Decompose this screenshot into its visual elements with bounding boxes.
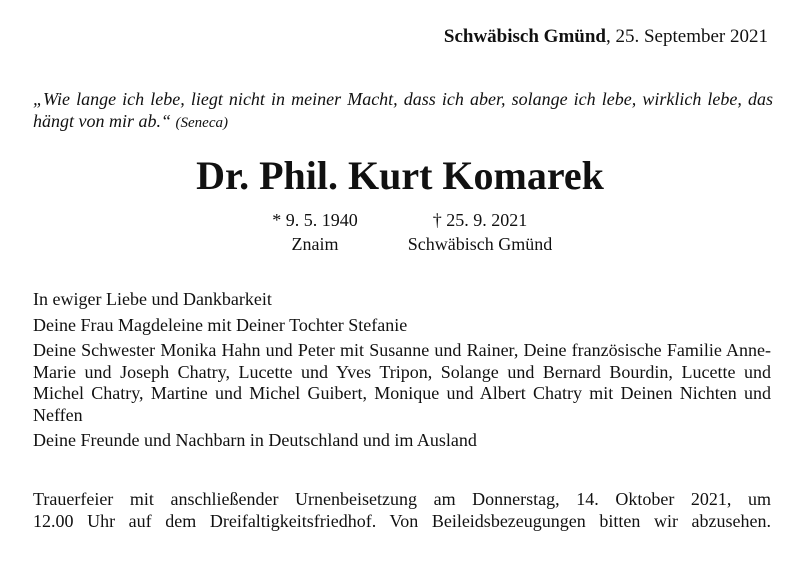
place-name: Schwäbisch Gmünd <box>443 26 606 47</box>
death-place: Schwäbisch Gmünd <box>407 234 553 254</box>
quote-text: „Wie lange ich lebe, liegt nicht in meiner Macht, dass ich aber, solange ich lebe, wirklich lebe, das hängt von mir ab.“ <box>33 89 773 131</box>
mourner-wife-daughter: Deine Frau Magdeleine mit Deiner Tochter Stefanie <box>33 314 408 335</box>
quote-author: (Seneca) <box>175 115 228 131</box>
mourners-section <box>33 289 771 456</box>
death-info <box>390 208 570 256</box>
funeral-announcement <box>33 489 771 532</box>
memorial-quote <box>33 88 773 134</box>
birth-date: * 9. 5. 1940 <box>272 210 358 230</box>
mourner-friends: Deine Freunde und Nachbarn in Deutschland und im Ausland <box>33 430 477 450</box>
mourner-family: Deine Schwester Monika Hahn und Peter mit Susanne und Rainer, Deine französische Familie Anne-Marie und Joseph Chatry, Lucette und Yves Tripon, Solange und Bernard Bourdin, Lucette und Michel Chatry, Martine und Michel Guibert, Monique und Albert Chatry mit Deinen Nichten und Neffen <box>33 340 771 425</box>
death-date: † 25. 9. 2021 <box>432 210 528 230</box>
birth-info <box>255 208 375 256</box>
deceased-name: Dr. Phil. Kurt Komarek <box>196 153 604 198</box>
funeral-line-2: 12.00 Uhr auf dem Dreifaltigkeitsfriedhof. Von Beileidsbezeugungen bitten wir abzusehen. <box>33 510 771 531</box>
notice-date: , 25. September 2021 <box>605 26 768 47</box>
dedication-line: In ewiger Liebe und Dankbarkeit <box>33 289 272 309</box>
place-date-line <box>444 26 768 48</box>
birth-place: Znaim <box>291 234 339 254</box>
funeral-line-1: Trauerfeier mit anschließender Urnenbeisetzung am Donnerstag, 14. Oktober 2021, um <box>33 489 771 509</box>
